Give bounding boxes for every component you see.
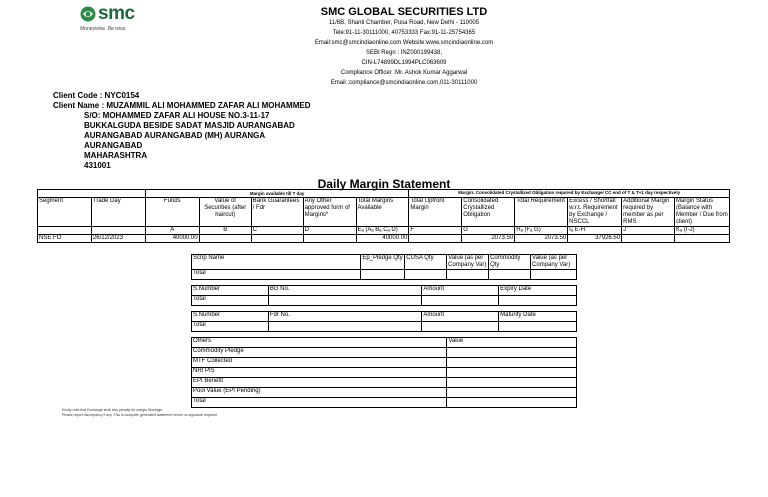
margin-table [37,189,730,243]
client-address-4: AURANGABAD [84,141,143,150]
code-row [38,227,730,235]
company-header [0,6,768,88]
company-cin: CIN-L74899DL1994PLC063609 [361,60,447,66]
cell-crystallized: 2073.50 [462,235,515,243]
col-header-segment: Segment [38,198,92,227]
code-cell: Iₐ E-H [568,227,622,235]
group-margin-obligation: Margin: Consolidated Crystallized Obligation required by Exchange/ CC end of T & T+1 day respectively [409,190,730,198]
code-cell [38,227,92,235]
bg-table [191,285,577,306]
scrip-header-value-2: Value (as per Company Var) [531,255,577,270]
others-table [191,337,577,408]
statement-title: Daily Margin Statement [317,177,451,191]
others-row-label: Total [192,398,447,408]
bg-header-expiry-date: Expiry Date [499,286,577,296]
list-item [192,388,577,398]
table-row [38,235,730,243]
bg-header-snumber: S.Number [192,286,269,296]
list-item [192,368,577,378]
scrip-header-row [192,255,577,270]
cell-other-margins [303,235,356,243]
others-row-label: Pool Value (EPI Pending) [192,388,447,398]
scrip-header-commodity-qty: Commodity Qty [489,255,531,270]
code-cell: Hₐ (Fₐ G) [515,227,568,235]
fdr-header-row [192,312,577,322]
cell-bank-guarantees [251,235,303,243]
others-row-label: Commodity Pledge [192,348,447,358]
others-value-header: Value [447,338,577,348]
client-code: Client Code : NYC0154 [53,91,140,100]
fdr-header-fdr-no: Fdr No. [268,312,422,322]
col-header-bank-guarantees: Bank Guarantees / Fdr [251,198,303,227]
code-cell [91,227,145,235]
cell-total-requirement: 2073.50 [515,235,568,243]
col-header-total-requirement: Total Requirement [515,198,568,227]
others-row-label: EPI Benefit [192,378,447,388]
code-cell: F [409,227,462,235]
cell-securities [199,235,251,243]
col-header-total-margins: Total Margins Available [356,198,409,227]
bg-header-row [192,286,577,296]
col-header-funds: Funds [145,198,199,227]
cell-upfront-margin [409,235,462,243]
col-header-margin-status: Margin Status (Balance with Member / Due from client) [676,198,728,225]
list-item [192,358,577,368]
logo-tagline: Moneywise. Be wise. [80,26,127,32]
col-header-other-margins: Any Other approved form of Margins* [303,198,356,227]
client-address-1: S/O: MOHAMMED ZAFAR ALI HOUSE NO.3-11-17 [84,111,270,120]
cell-trade-day: 26/12/2023 [91,235,145,243]
client-address-5: MAHARASHTRA [84,151,148,160]
scrip-header-cusa-qty: CUSA Qty [405,255,447,270]
column-header-row [38,198,730,227]
company-sebi: SEBI Regn : INZ000199438, [365,50,443,56]
others-row-label: MTF Collected [192,358,447,368]
list-item [192,378,577,388]
cell-margin-status [675,235,730,243]
fdr-table [191,311,577,332]
bg-total-row [192,296,577,306]
scrip-header-pledge-qty: Ep_Pledge Qty [361,255,405,270]
list-item [192,398,577,408]
fdr-total-row [192,322,577,332]
fdr-header-maturity-date: Maturity Date [499,312,577,322]
company-address: 11/6B, Shanti Chamber, Pusa Road, New Delhi - 110005 [328,20,480,26]
code-cell: G [462,227,515,235]
scrip-header-value: Value (as per Company Var) [447,255,489,270]
cell-funds: 40000.00 [145,235,199,243]
company-phone: Tele:91-11-30111000, 40753333 Fax:91-11-25754365 [332,30,476,36]
others-row-label: NRI PIS [192,368,447,378]
footnote [62,408,218,418]
group-header-row [38,190,730,198]
client-address-6: 431001 [84,161,111,170]
col-header-crystallized: Consolidated Crystallized Obligation [462,198,515,227]
compliance-email: Email :compliance@smcindiaonline.com,011-30111000 [330,80,478,86]
compliance-officer: Compliance Officer :Mr. Ashok Kumar Aggarwal [340,70,468,76]
cell-excess-shortfall: 37926.50 [568,235,622,243]
cell-total-margins: 40000.00 [356,235,409,243]
fdr-header-amount: Amount [422,312,499,322]
bg-total-label: Total [192,296,269,306]
others-header-row [192,338,577,348]
fdr-total-label: Total [192,322,269,332]
others-header: Others [192,338,447,348]
col-header-additional-margin: Additional Margin required by member as per RMS [622,198,675,227]
col-header-upfront-margin: Total Upfront Margin [409,198,462,227]
company-name: SMC GLOBAL SECURITIES LTD [320,6,488,18]
client-address-3: AURANGABAD AURANGABAD (MH) AURANGA [84,131,266,140]
client-name: Client Name : MUZAMMIL ALI MOHAMMED ZAFAR ALI MOHAMMED [53,101,311,110]
scrip-total-label: Total [192,270,361,280]
group-margin-available: Margin available till T day [145,190,409,198]
bg-header-amount: Amount [422,286,499,296]
code-cell: B [199,227,251,235]
fdr-header-snumber: S.Number [192,312,269,322]
list-item [192,348,577,358]
col-header-excess-shortfall: Excess / Shortfall w.r.t. Requirement by Exchange / NSCCL [568,198,622,227]
client-address-2: BUKKALGUDA BESIDE SADAT MASJID AURANGABAD [84,121,295,130]
cell-additional-margin [622,235,675,243]
cell-segment: NSE FO [38,235,92,243]
code-cell: Kₐ (I-J) [675,227,730,235]
client-block [53,91,310,171]
code-cell: A [145,227,199,235]
code-cell: J [622,227,675,235]
col-header-trade-day: Trade Day [91,198,145,227]
footnote-line-1: Kindly note that Exchange shall levy penalty for margin Shortage. [62,408,164,412]
logo-word: smc [98,3,135,24]
bg-header-bg-no: BG No. [268,286,422,296]
footnote-line-2: Please report discrepancy if any. This is computer generated statement hence no signature required. [62,413,218,417]
code-cell: D [303,227,356,235]
code-cell: C [251,227,303,235]
col-header-securities: Value of Securities (after haircut) [199,198,251,227]
scrip-table [191,254,577,280]
company-email-website: Email:smc@smcindiaonline.com Website:www.smcindiaonline.com [314,40,494,46]
scrip-total-row [192,270,577,280]
scrip-header-name: Scrip Name [192,255,361,270]
code-cell: Eₐ (Aₐ Bₐ Cₐ D) [356,227,409,235]
